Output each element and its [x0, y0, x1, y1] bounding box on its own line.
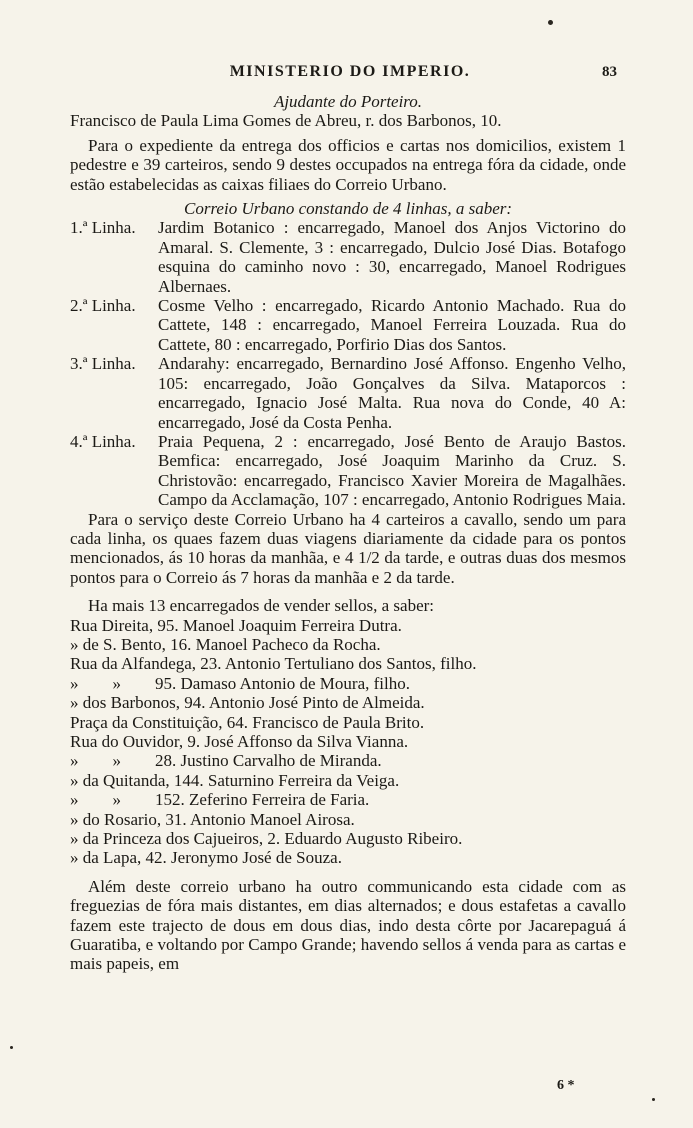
running-title: MINISTERIO DO IMPERIO.: [229, 63, 471, 80]
vendor-entry: [70, 616, 626, 635]
linha-label: 1.ª Linha.: [70, 218, 136, 238]
vendor-entry: [70, 829, 626, 848]
person-entry: Francisco de Paula Lima Gomes de Abreu, r. dos Barbonos, 10.: [70, 111, 502, 131]
ink-speck: [652, 1098, 655, 1101]
vendor-name: Antonio José Pinto de Almeida.: [208, 693, 425, 713]
vendor-address: » da Lapa, 42.: [70, 848, 167, 868]
vendor-name: Saturnino Ferreira da Veiga.: [207, 770, 400, 790]
linha-item: [70, 354, 626, 432]
vendor-name: Manoel Joaquim Ferreira Dutra.: [182, 615, 402, 635]
paragraph-alem: Além deste correio urbano ha outro communicando esta cidade com as freguezias de fóra mais distantes, em dias alternados; e dous estafetas a cavallo fazem este trajecto de dous em dous dias, indo desta côrte por Jacarepaguá á Guaratiba, e voltando por Campo Grande; havendo sellos á venda para as cartas e mais papeis, em: [70, 876, 626, 974]
vendors-intro: Ha mais 13 encarregados de vender sellos, a saber:: [88, 596, 435, 616]
linha-label: 4.ª Linha.: [70, 431, 136, 451]
paragraph-expediente: Para o expediente da entrega dos officios e cartas nos domicilios, existem 1 pedestre e 39 carteiros, sendo 9 destes occupados na entrega fóra da cidade, onde estão estabelecidas as caixas filiaes do Correio Urbano.: [70, 135, 626, 194]
vendor-name: José Affonso da Silva Vianna.: [204, 732, 409, 751]
vendor-address: Rua da Alfandega, 23.: [70, 654, 222, 674]
vendor-entry: [70, 693, 626, 712]
linha-item: [70, 432, 626, 510]
vendors-list: [70, 616, 626, 868]
linha-text: Jardim Botanico : encarregado, Manoel dos Anjos Victorino do Amaral. S. Clemente, 3 : encarregado, Dulcio José Dias. Botafogo esquina do caminho novo : 30, encarregado, Manoel Rodrigues Albernaes.: [158, 218, 626, 296]
vendor-name: Manoel Pacheco da Rocha.: [195, 634, 381, 654]
vendor-address: Rua Direita, 95.: [70, 615, 179, 635]
page-header: [0, 63, 693, 87]
linha-text: Cosme Velho : encarregado, Ricardo Antonio Machado. Rua do Cattete, 148 : encarregado, Manoel Ferreira Louzada. Rua do Cattete, 80 : encarregado, Porfirio Dias dos Santos.: [158, 296, 626, 354]
linhas-list: [70, 218, 626, 509]
vendor-name: Eduardo Augusto Ribeiro.: [284, 829, 463, 849]
ink-speck: [10, 1046, 13, 1049]
vendor-name: Damaso Antonio de Moura, filho.: [180, 673, 410, 693]
vendor-name: Antonio Manoel Airosa.: [189, 809, 355, 829]
linha-label: 2.ª Linha.: [70, 296, 136, 316]
signature-mark: 6 *: [557, 1078, 575, 1093]
vendor-address: Rua do Ouvidor, 9.: [70, 732, 201, 751]
linha-item: [70, 218, 626, 296]
vendor-name: Antonio Tertuliano dos Santos, filho.: [224, 654, 477, 674]
body-text: [70, 92, 626, 974]
vendor-name: Jeronymo José de Souza.: [171, 848, 342, 868]
vendor-address: » » 28.: [70, 751, 177, 771]
vendor-name: Zeferino Ferreira de Faria.: [189, 790, 370, 810]
vendor-entry: [70, 732, 626, 751]
linha-text: Andarahy: encarregado, Bernardino José Affonso. Engenho Velho, 105: encarregado, João Gonçalves da Silva. Mataporcos : encarregado, Ignacio José Malta. Rua nova do Conde, 40 A: encarregado, José da Costa Penha.: [158, 354, 626, 432]
ink-speck: [548, 20, 553, 25]
vendor-address: » » 95.: [70, 673, 177, 693]
vendor-entry: [70, 810, 626, 829]
vendor-address: Praça da Constituição, 64.: [70, 712, 248, 732]
vendor-entry: [70, 674, 626, 693]
vendor-entry: [70, 713, 626, 732]
vendor-address: » » 152.: [70, 790, 185, 810]
vendor-entry: [70, 635, 626, 654]
vendor-entry: [70, 790, 626, 809]
vendor-entry: [70, 848, 626, 867]
vendor-address: » da Quitanda, 144.: [70, 770, 204, 790]
vendor-address: » do Rosario, 31.: [70, 809, 187, 829]
vendor-address: » da Princeza dos Cajueiros, 2.: [70, 829, 281, 849]
vendor-entry: [70, 654, 626, 673]
page-number: 83: [602, 64, 617, 80]
vendor-entry: [70, 751, 626, 770]
linha-text: Praia Pequena, 2 : encarregado, José Bento de Araujo Bastos. Bemfica: encarregado, José Joaquim Marinho da Cruz. S. Christovão: encarregado, Francisco Xavier Moreira de Magalhães. Campo da Acclamação, 107 : encarregado, Antonio Rodrigues Maia.: [158, 431, 626, 510]
linha-item: [70, 296, 626, 354]
vendor-entry: [70, 771, 626, 790]
linha-label: 3.ª Linha.: [70, 354, 136, 374]
vendor-name: Justino Carvalho de Miranda.: [180, 751, 382, 771]
correio-heading: Correio Urbano constando de 4 linhas, a saber:: [183, 199, 513, 219]
paragraph-servico: Para o serviço deste Correio Urbano ha 4 carteiros a cavallo, sendo um para cada linha, os quaes fazem duas viagens diariamente da cidade para os pontos mencionados, ás 10 horas da manhãa, e 4 1/2 da tarde, e outras duas dos mesmos pontos para o Correio ás 7 horas da manhãa e 2 da tarde.: [70, 509, 626, 587]
section-title: Ajudante do Porteiro.: [273, 92, 423, 111]
vendor-address: » de S. Bento, 16.: [70, 634, 192, 654]
vendor-name: Francisco de Paula Brito.: [252, 712, 425, 732]
vendor-address: » dos Barbonos, 94.: [70, 693, 206, 713]
